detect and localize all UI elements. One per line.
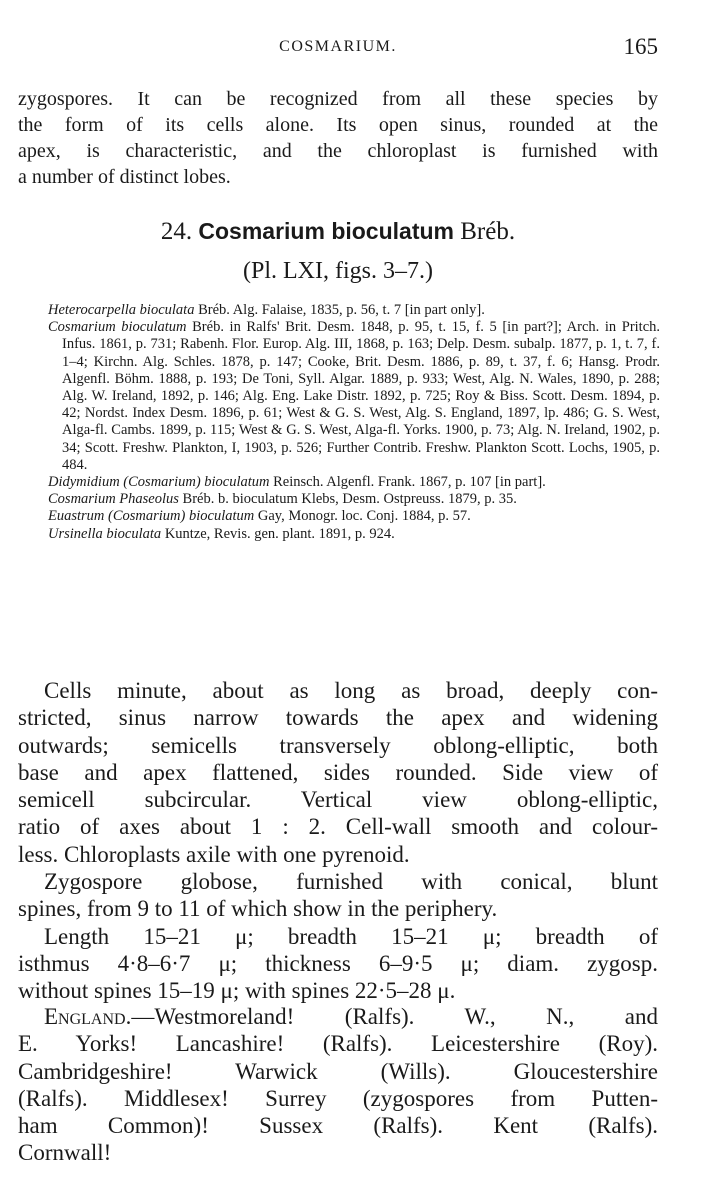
intro-paragraph	[18, 86, 658, 190]
synonymy-list	[48, 302, 660, 543]
locality-line: Cornwall!	[18, 1140, 112, 1166]
description-line: less. Chloroplasts axile with one pyrenoid.	[18, 841, 410, 867]
synonym-entry	[48, 526, 660, 543]
measurement-line: Length 15–21 μ; breadth 15–21 μ; breadth of	[44, 923, 658, 949]
locality-line: E. Yorks! Lancashire! (Ralfs). Leicestershire (Roy).	[18, 1031, 658, 1057]
synonym-taxon: Heterocarpella bioculata	[48, 302, 195, 318]
synonym-entry	[48, 319, 660, 474]
locality-line: (Ralfs). Middlesex! Surrey (zygospores from Putten-	[18, 1085, 658, 1111]
species-heading	[18, 215, 658, 248]
synonym-taxon: Cosmarium bioculatum	[48, 319, 187, 336]
description-line: stricted, sinus narrow towards the apex and widening	[18, 705, 658, 731]
running-title: COSMARIUM.	[279, 38, 397, 55]
synonym-citation: Kuntze, Revis. gen. plant. 1891, p. 924.	[164, 525, 395, 542]
locality-line: Cambridgeshire! Warwick (Wills). Gloucestershire	[18, 1058, 658, 1084]
intro-line: zygospores. It can be recognized from all these species by	[18, 88, 658, 110]
distribution-paragraph	[18, 1003, 658, 1167]
locality-line: ham Common)! Sussex (Ralfs). Kent (Ralfs).	[18, 1113, 658, 1139]
measurement-line: isthmus 4·8–6·7 μ; thickness 6–9·5 μ; diam. zygosp.	[18, 950, 658, 976]
intro-line: the form of its cells alone. Its open sinus, rounded at the	[18, 114, 658, 136]
synonym-citation: Bréb. Alg. Falaise, 1835, p. 56, t. 7 [in part only].	[198, 302, 485, 318]
synonym-taxon: Didymidium (Cosmarium) bioculatum	[48, 474, 270, 491]
measurement-line: without spines 15–19 μ; with spines 22·5–28 μ.	[18, 978, 456, 1004]
synonym-taxon: Euastrum (Cosmarium) bioculatum	[48, 508, 255, 525]
intro-line: a number of distinct lobes.	[18, 166, 231, 188]
description-line: Cells minute, about as long as broad, deeply con-	[44, 678, 658, 703]
intro-line: apex, is characteristic, and the chloroplast is furnished with	[18, 140, 658, 162]
synonym-citation: Reinsch. Algenfl. Frank. 1867, p. 107 [in part].	[273, 474, 546, 491]
book-page	[18, 0, 661, 1200]
synonym-entry	[48, 474, 660, 491]
zygospore-line: Zygospore globose, furnished with conical, blunt	[44, 869, 658, 895]
description-line: base and apex flattened, sides rounded. Side view of	[18, 759, 658, 785]
page-number: 165	[623, 34, 658, 59]
region-label: England.	[44, 1004, 132, 1029]
synonym-entry	[48, 302, 660, 319]
locality-text: —Westmoreland! (Ralfs). W., N., and	[131, 1004, 658, 1029]
description-line: semicell subcircular. Vertical view oblong-elliptic,	[18, 787, 658, 813]
synonym-citation: Bréb. in Ralfs' Brit. Desm. 1848, p. 95, t. 15, f. 5 [in part?]; Arch. in Pritch. Infus. 1861, p. 731; Rabenh. Flor. Europ. Alg. III, 1868, p. 163; Delp. Desm. subalp. 1877, p. 1, t. 7, f. 1–4; Kirchn. Alg. Schles. 1878, p. 147; Cooke, Brit. Desm. 1886, p. 89, t. 37, f. 6; Hansg. Prodr. Algenfl. Böhm. 1888, p. 193; De Toni, Syll. Algar. 1889, p. 933; West, Alg. N. Wales, 1890, p. 288; Alg. W. Ireland, 1892, p. 146; Alg. Eng. Lake Distr. 1892, p. 725; Roy & Biss. Scott. Desm. 1894, p. 42; Nordst. Index Desm. 1896, p. 61; West & G. S. West, Alg. S. England, 1897, lp. 486; G. S. West, Alga-fl. Cambs. 1899, p. 115; West & G. S. West, Alga-fl. Yorks. 1900, p. 73; Alg. N. Ireland, 1902, p. 34; Scott. Freshw. Plankton, I, 1903, p. 526; Further Contrib. Freshw. Plankton Scott. Lochs, 1905, p. 484.	[62, 319, 661, 473]
running-head	[18, 34, 658, 60]
synonym-citation: Bréb. b. bioculatum Klebs, Desm. Ostpreuss. 1879, p. 35.	[182, 491, 517, 508]
species-name: Cosmarium bioculatum	[198, 218, 454, 244]
description-line: ratio of axes about 1 : 2. Cell-wall smooth and colour-	[18, 814, 658, 840]
species-description	[18, 677, 658, 1005]
synonym-citation: Gay, Monogr. loc. Conj. 1884, p. 57.	[257, 508, 471, 525]
locality-line	[18, 1003, 658, 1030]
synonym-entry	[48, 491, 660, 508]
species-author: Bréb.	[460, 218, 516, 245]
synonym-entry	[48, 508, 660, 525]
zygospore-line: spines, from 9 to 11 of which show in the periphery.	[18, 896, 498, 922]
plate-reference: (Pl. LXI, figs. 3–7.)	[243, 258, 433, 284]
species-number: 24.	[160, 218, 193, 245]
synonym-taxon: Ursinella bioculata	[48, 525, 162, 542]
description-line: outwards; semicells transversely oblong-elliptic, both	[18, 732, 658, 758]
synonym-taxon: Cosmarium Phaseolus	[48, 491, 179, 508]
